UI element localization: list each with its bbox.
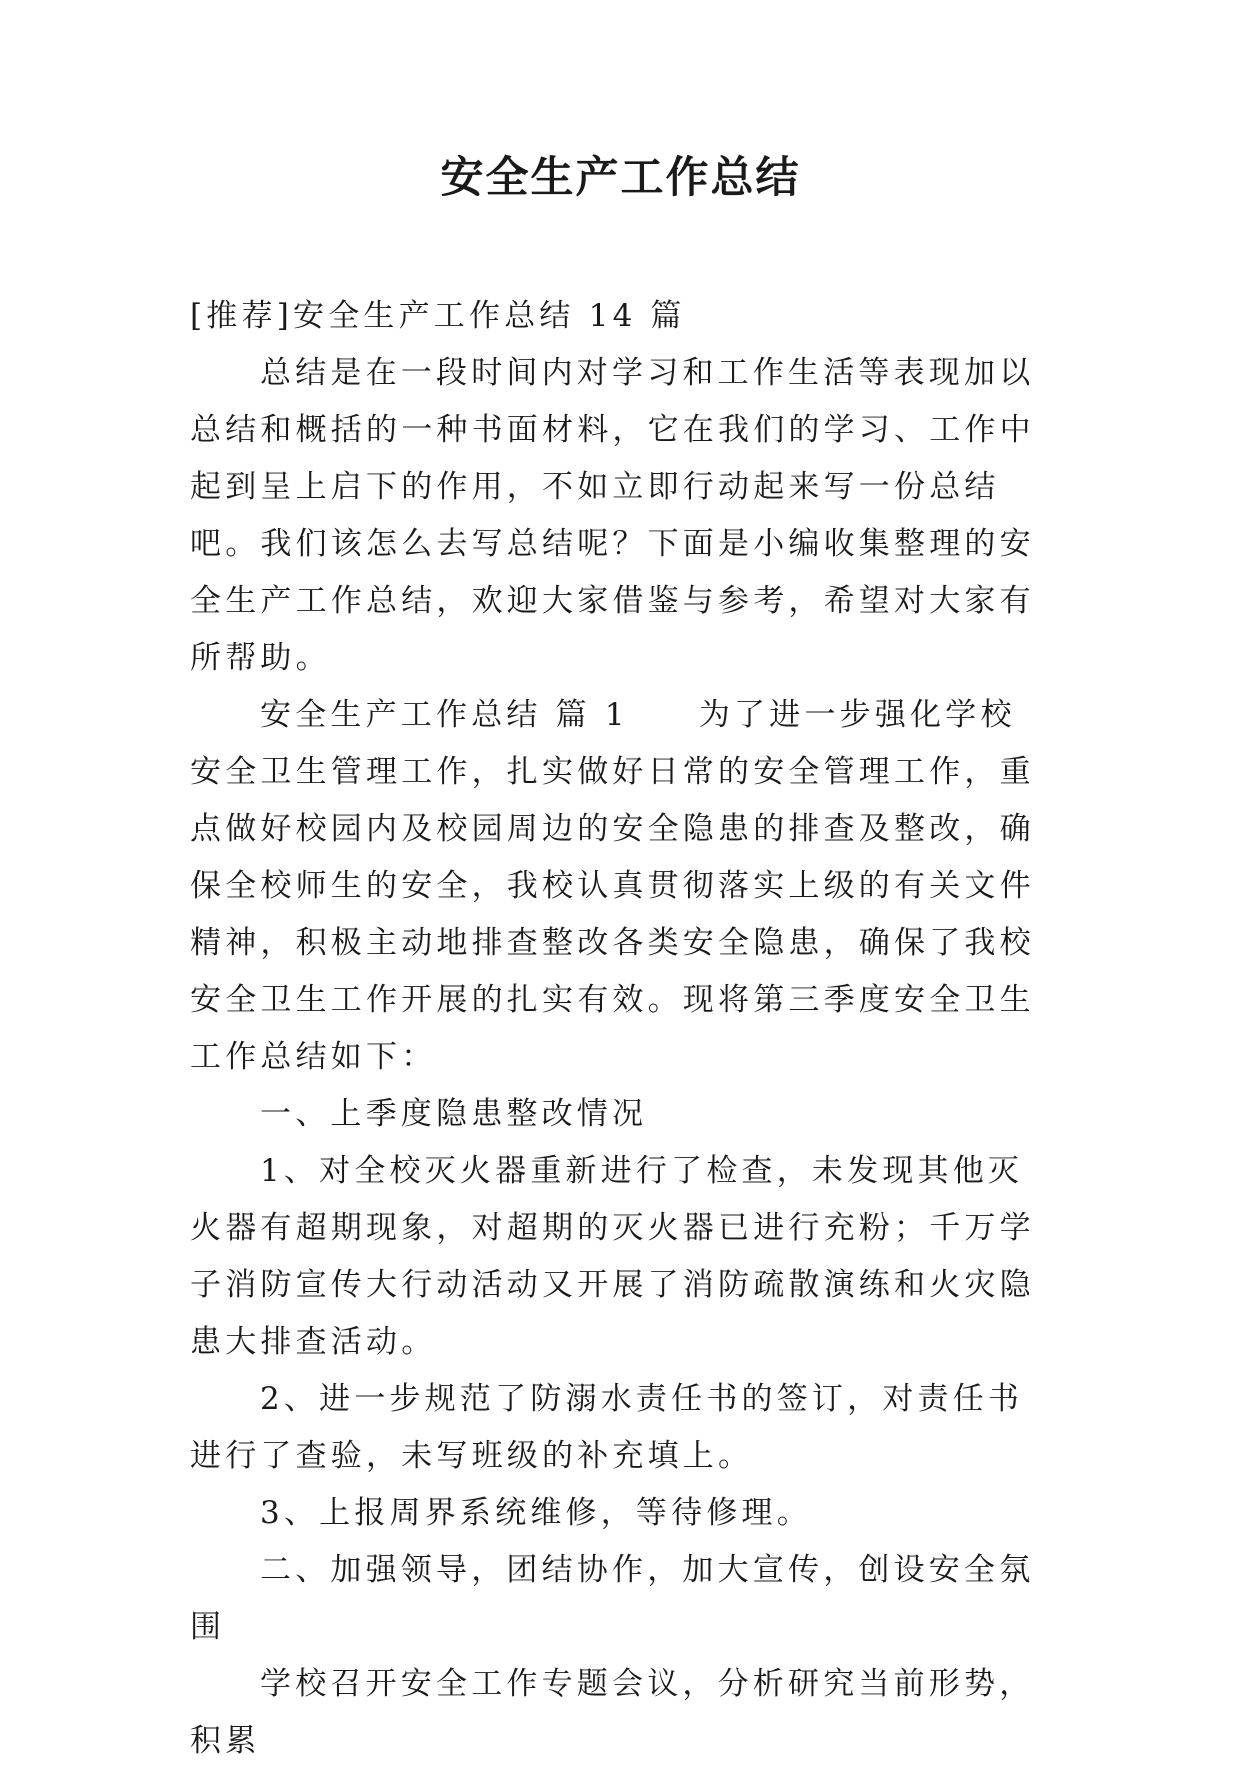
- subtitle-line: [推荐]安全生产工作总结 14 篇: [190, 298, 686, 334]
- piece-text: 为了进一步强化学校安全卫生管理工作，扎实做好日常的安全管理工作，重点做好校园内及校园周边的安全隐患的排查及整改，确保全校师生的安全，我校认真贯彻落实上级的有关文件精神，积极主动地排查整改各类安全隐患，确保了我校安全卫生工作开展的扎实有效。现将第三季度安全卫生工作总结如下：: [190, 697, 1035, 1075]
- list-item-3: 3、上报周界系统维修，等待修理。: [260, 1495, 812, 1531]
- piece-1-paragraph: [190, 687, 1050, 1086]
- list-item-2: 2、进一步规范了防溺水责任书的签订，对责任书进行了查验，未写班级的补充填上。: [190, 1381, 1024, 1474]
- document-title: 安全生产工作总结: [440, 153, 801, 203]
- piece-label: 安全生产工作总结 篇 1: [260, 697, 629, 733]
- document-body: [190, 288, 1050, 1770]
- section-2-heading: 二、加强领导，团结协作，加大宣传，创设安全氛围: [190, 1552, 1035, 1645]
- intro-paragraph: 总结是在一段时间内对学习和工作生活等表现加以总结和概括的一种书面材料，它在我们的学习、工作中起到呈上启下的作用，不如立即行动起来写一份总结吧。我们该怎么去写总结呢？下面是小编收集整理的安全生产工作总结，欢迎大家借鉴与参考，希望对大家有所帮助。: [190, 355, 1035, 676]
- section-1-heading: 一、上季度隐患整改情况: [260, 1096, 648, 1132]
- list-item-1: 1、对全校灭火器重新进行了检查，未发现其他灭火器有超期现象，对超期的灭火器已进行充粉；千万学子消防宣传大行动活动又开展了消防疏散演练和火灾隐患大排查活动。: [190, 1153, 1035, 1360]
- section-2-paragraph: 学校召开安全工作专题会议，分析研究当前形势，积累: [190, 1666, 1035, 1759]
